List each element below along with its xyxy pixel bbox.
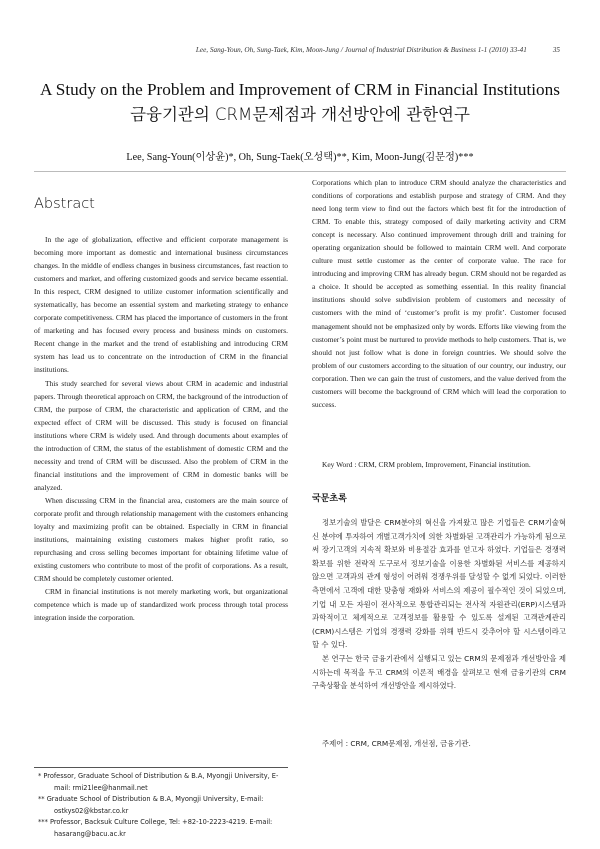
korean-abstract-paragraph: 본 연구는 한국 금융기관에서 실행되고 있는 CRM의 문제점과 개선방안을 제시하는데 목적을 두고 CRM의 이론적 배경을 살펴보고 현재 금융기관의 CRM 구축상황을 분석하여 개선방안을 제시하였다. <box>312 653 566 691</box>
footnote-author-2: ** Graduate School of Distribution & B.A, Myongji University, E-mail: ostkys02@kbstar.co.kr <box>38 795 264 815</box>
paper-title-korean: 금융기관의 CRM문제점과 개선방안에 관한연구 <box>130 105 470 124</box>
korean-keywords: 주제어 : CRM, CRM문제점, 개선점, 금융기관. <box>322 739 471 748</box>
abstract-left-column <box>34 233 288 624</box>
abstract-paragraph: This study searched for several views about CRM in academic and industrial papers. Through theoretical approach on CRM, the background of the introduction of CRM, the purpose of CRM, the characteristic and application of CRM, and the expected effect of CRM will be discussed. This study is focused on financial institutions where CRM is widely used. And through documents about examples of the introduction of CRM, the status of the establishment of domestic CRM and the necessity and trend of CRM will be discussed. Also the problem of CRM in the financial institutions and the improvement of CRM in domestic banks will be analyzed. <box>34 378 288 492</box>
footnotes <box>34 771 288 841</box>
abstract-paragraph: In the age of globalization, effective and efficient corporate management is becoming more important as domestic and international business circumstances changes. In the middle of endless changes in business circumstances, fast reaction to customers and market, and offering customized goods and service became essential. In this respect, CRM designed to utilize customer information scientifically and systematically, has become an essential system and marketing strategy to enhance corporate competitiveness. CRM has placed the importance of customers in the front of marketing and has focused every process and business minds on customers. Recent change in the market and the trend of establishing and introducing CRM system has lead us to concentrate on the introduction of CRM in the financial institutions. <box>34 235 288 375</box>
english-keywords: Key Word : CRM, CRM problem, Improvement, Financial institution. <box>322 460 531 469</box>
running-head <box>90 46 560 54</box>
paper-title-english: A Study on the Problem and Improvement of CRM in Financial Institutions <box>40 80 560 99</box>
korean-abstract-paragraph: 정보기술의 발달은 CRM분야의 혁신을 가져왔고 많은 기업들은 CRM기술혁신 분야에 투자하여 개별고객가치에 의한 차별화된 고객관리가 가능하게 됨으로써 장기고객의 지속적 확보와 비용절감 효과를 얻고자 하였다. 기업들은 경쟁력 확보를 위한 전략적 도구로서 정보기술을 이용한 차별화된 서비스를 제공하지 않으면 고객과의 관계 형성이 어려워 경쟁우위를 달성할 수 없게 되었다. 이러한 측면에서 고객에 대한 맞춤형 재화와 서비스의 제공이 필수적인 것이 되었으며, 기업 내 모든 자원이 전사적으로 통합관리되는 전사적 자원관리(ERP)시스템과 과학적이고 체계적으로 고객정보를 활용할 수 있도록 설계된 고객관계관리(CRM)시스템은 기업의 경쟁력 강화를 위해 반드시 갖추어야 할 시스템이라고 할 수 있다. <box>312 518 566 650</box>
abstract-paragraph: When discussing CRM in the financial area, customers are the main source of corporate profit and through relationship management with the customers enhancing loyalty and maximizing profit can be obtained. Especially in CRM in financial institutions, maintaining existing customers makes higher profit ratio, so repurchasing and cross selling becomes important for obtaining lifetime value of existing customers who contribute to most of the profit of corporations. As a result, CRM should be completely customer oriented. <box>34 495 288 584</box>
journal-citation: Lee, Sang-Youn, Oh, Sung-Taek, Kim, Moon-Jung / Journal of Industrial Distribution & Business 1-1 (2010) 33-41 <box>195 46 527 54</box>
abstract-heading: Abstract <box>34 196 95 212</box>
page-number: 35 <box>552 46 560 54</box>
footnote-author-3: *** Professor, Backsuk Culture College, Tel: +82-10-2223-4219. E-mail: hasarang@bacu.ac.kr <box>38 818 273 838</box>
footnote-author-1: * Professor, Graduate School of Distribution & B.A, Myongji University, E-mail: rmi21lee@hanmail.net <box>38 772 279 792</box>
korean-abstract-heading: 국문초록 <box>312 494 347 504</box>
author-list: Lee, Sang-Youn(이상윤)*, Oh, Sung-Taek(오성택)**, Kim, Moon-Jung(김문정)*** <box>126 152 474 163</box>
abstract-paragraph: CRM in financial institutions is not merely marketing work, but organizational competence which is made up of standardized work process through total process integration inside the corporation. <box>34 587 288 623</box>
abstract-paragraph: Corporations which plan to introduce CRM should analyze the characteristics and conditions of corporations and establish purpose and strategy of CRM. And they need long term view to find out the factors which best fit for the introduction of CRM. To enable this, strategy composed of daily marketing activity and CRM concept is necessary. Also continued improvement through drill and training for operating organization should be followed to maintain CRM well. And corporate culture must settle customer as the center of corporate value. The race for introducing and improving CRM has already begun. CRM should not be regarded as a choice. It should be accepted as something essential. In this reality financial institutions should solve subdivision problem of customers and necessity of customers with the mind of ‘customer’s profit is my profit’. Customer focused management should not be emphasized only by words. Efforts like viewing from the customer’s point must be nurtured to provide methods to help customers. That is, we should not just follow what is done in foreign countries. We should solve the problem of our customers according to the situation of our country, our industry, our corporation. Then we can gain the trust of customers, and the value derived from the customers will become the background of CRM which will lead the corporation to success. <box>312 178 566 409</box>
footnote-divider <box>34 767 288 768</box>
korean-abstract-body <box>312 516 566 693</box>
abstract-right-column <box>312 176 566 411</box>
title-divider <box>34 171 566 172</box>
